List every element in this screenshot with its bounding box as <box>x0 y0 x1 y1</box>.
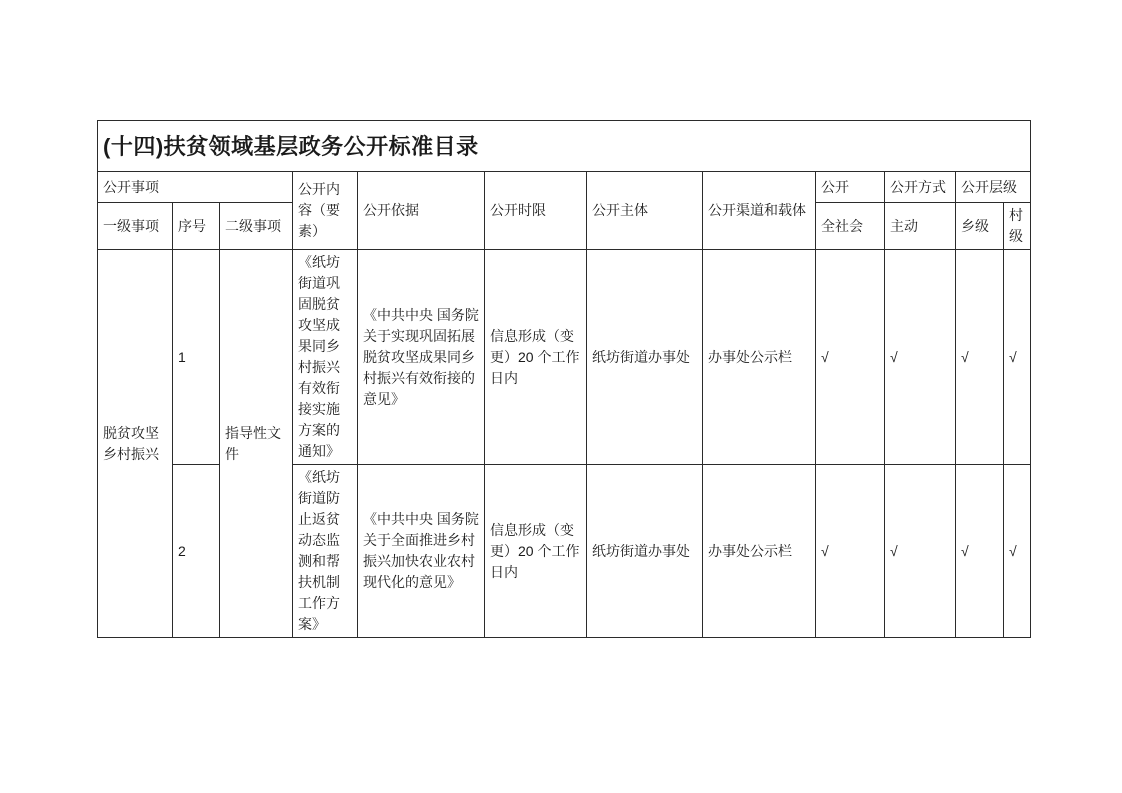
cell-channel: 办事处公示栏 <box>703 250 816 465</box>
header-proactive: 主动 <box>885 203 956 250</box>
header-row-1 <box>98 172 1031 203</box>
title-row <box>98 121 1031 172</box>
cell-serial-no: 2 <box>173 465 220 638</box>
cell-public-basis: 《中共中央 国务院关于全面推进乡村振兴加快农业农村现代化的意见》 <box>358 465 485 638</box>
checkmark-proactive: √ <box>885 250 956 465</box>
header-public-level: 公开层级 <box>956 172 1031 203</box>
cell-time-limit: 信息形成（变更）20 个工作日内 <box>485 465 587 638</box>
header-public-content: 公开内容（要素） <box>293 172 358 250</box>
checkmark-whole-society: √ <box>816 465 885 638</box>
header-public-channel: 公开渠道和载体 <box>703 172 816 250</box>
header-public-subject: 公开主体 <box>587 172 703 250</box>
checkmark-village: √ <box>1004 250 1031 465</box>
checkmark-village: √ <box>1004 465 1031 638</box>
cell-public-basis: 《中共中央 国务院关于实现巩固拓展脱贫攻坚成果同乡村振兴有效衔接的意见》 <box>358 250 485 465</box>
cell-subject: 纸坊街道办事处 <box>587 250 703 465</box>
header-public-time-limit: 公开时限 <box>485 172 587 250</box>
header-public-matter: 公开事项 <box>98 172 293 203</box>
checkmark-township: √ <box>956 465 1004 638</box>
header-village-level: 村级 <box>1004 203 1031 250</box>
cell-level2-matter: 指导性文件 <box>220 250 293 638</box>
header-level2-matter: 二级事项 <box>220 203 293 250</box>
header-public-method: 公开方式 <box>885 172 956 203</box>
cell-subject: 纸坊街道办事处 <box>587 465 703 638</box>
standards-catalog-table <box>97 120 1031 638</box>
checkmark-township: √ <box>956 250 1004 465</box>
header-public: 公开 <box>816 172 885 203</box>
cell-serial-no: 1 <box>173 250 220 465</box>
header-township-level: 乡级 <box>956 203 1004 250</box>
cell-time-limit: 信息形成（变更）20 个工作日内 <box>485 250 587 465</box>
cell-public-content: 《纸坊街道防止返贫动态监测和帮扶机制工作方案》 <box>293 465 358 638</box>
cell-level1-matter: 脱贫攻坚乡村振兴 <box>98 250 173 638</box>
cell-public-content: 《纸坊街道巩固脱贫攻坚成果同乡村振兴有效衔接实施方案的通知》 <box>293 250 358 465</box>
table-title: (十四)扶贫领域基层政务公开标准目录 <box>98 121 1031 172</box>
checkmark-proactive: √ <box>885 465 956 638</box>
header-serial-no: 序号 <box>173 203 220 250</box>
header-level1-matter: 一级事项 <box>98 203 173 250</box>
header-public-basis: 公开依据 <box>358 172 485 250</box>
cell-channel: 办事处公示栏 <box>703 465 816 638</box>
table-row <box>98 250 1031 465</box>
checkmark-whole-society: √ <box>816 250 885 465</box>
header-whole-society: 全社会 <box>816 203 885 250</box>
